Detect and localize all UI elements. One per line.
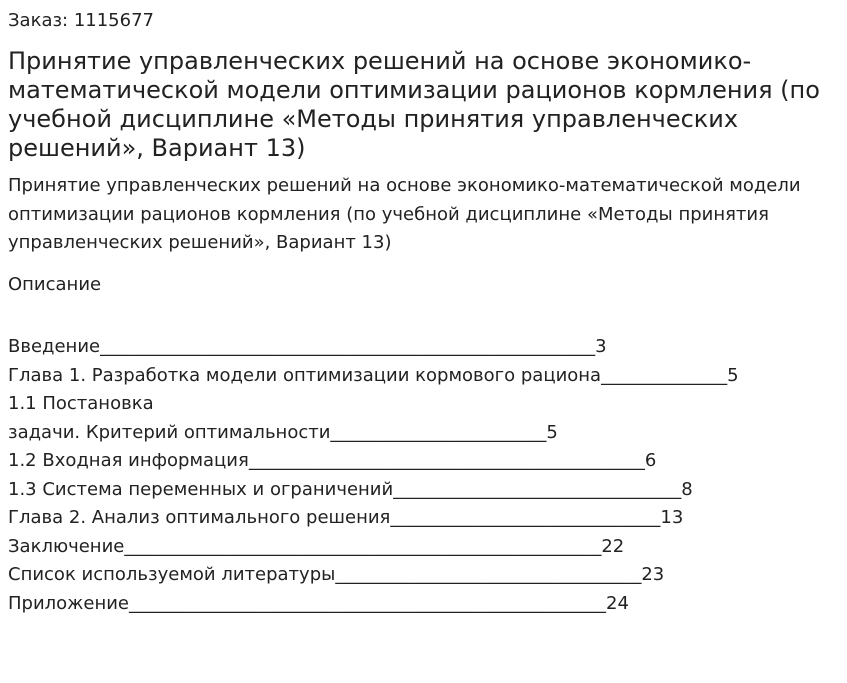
toc-line: 1.3 Система переменных и ограничений________________________________8 bbox=[8, 478, 693, 500]
page-title: Принятие управленческих решений на основе экономико-математической модели оптимизации рационов кормления (по учебной дисциплине «Методы принятия управленческих решений», Вариант 13) bbox=[8, 47, 820, 162]
toc-line: Введение_______________________________________________________3 bbox=[8, 336, 607, 357]
toc-line: Приложение_____________________________________________________24 bbox=[8, 592, 629, 614]
toc-line: 1.1 Постановка bbox=[8, 393, 154, 414]
toc-line: Список используемой литературы__________________________________23 bbox=[8, 564, 665, 585]
table-of-contents bbox=[8, 333, 839, 618]
toc-line: Глава 1. Разработка модели оптимизации кормового рациона______________5 bbox=[8, 364, 739, 386]
toc-line: задачи. Критерий оптимальности________________________5 bbox=[8, 421, 558, 443]
work-subtitle: Принятие управленческих решений на основе экономико-математической модели оптимизации рационов кормления (по учебной дисциплине «Методы принятия управленческих решений», Вариант 13) bbox=[8, 175, 801, 253]
toc-line: Заключение_____________________________________________________22 bbox=[8, 535, 625, 557]
order-number: Заказ: 1115677 bbox=[8, 10, 154, 31]
toc-line: Глава 2. Анализ оптимального решения______________________________13 bbox=[8, 507, 684, 528]
toc-line: 1.2 Входная информация____________________________________________6 bbox=[8, 450, 657, 471]
description-heading: Описание bbox=[8, 274, 102, 295]
